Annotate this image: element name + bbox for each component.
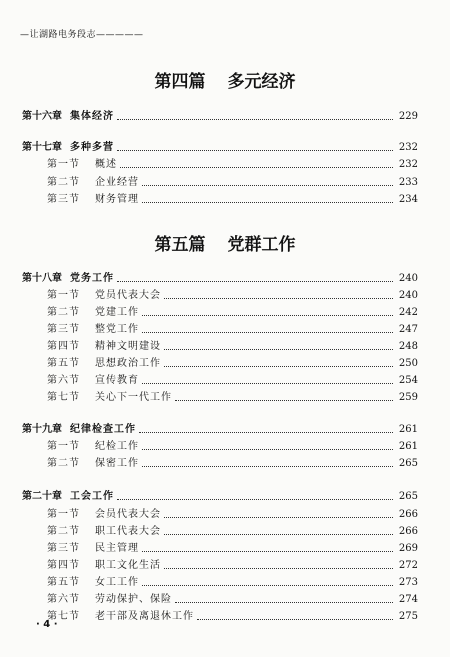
section-title: 财务管理 bbox=[95, 194, 139, 205]
part-name: 党群工作 bbox=[227, 235, 296, 255]
section-title: 企业经营 bbox=[95, 177, 139, 188]
toc-section[interactable] bbox=[47, 457, 418, 470]
section-title: 老干部及离退休工作 bbox=[95, 611, 194, 622]
chapter-number: 第十八章 bbox=[22, 273, 62, 284]
leader-dots bbox=[142, 448, 393, 450]
toc-section[interactable] bbox=[47, 559, 418, 572]
toc-section[interactable] bbox=[47, 176, 418, 189]
leader-dots bbox=[142, 184, 393, 186]
page-number: 254 bbox=[398, 375, 418, 386]
section-number: 第三节 bbox=[47, 543, 80, 554]
section-title: 精神文明建设 bbox=[95, 341, 161, 352]
leader-dots bbox=[197, 618, 393, 620]
chapter-title: 工会工作 bbox=[70, 491, 114, 502]
leader-dots bbox=[117, 498, 393, 500]
chapter-number: 第二十章 bbox=[22, 491, 62, 502]
page-number: 240 bbox=[398, 290, 418, 301]
leader-dots bbox=[164, 516, 393, 518]
running-header: —让湖路电务段志————— bbox=[20, 30, 144, 40]
section-number: 第五节 bbox=[47, 358, 80, 369]
toc-section[interactable] bbox=[47, 525, 418, 538]
leader-dots bbox=[175, 399, 393, 401]
leader-dots bbox=[164, 348, 393, 350]
section-number: 第七节 bbox=[47, 392, 80, 403]
leader-dots bbox=[164, 533, 393, 535]
section-number: 第六节 bbox=[47, 375, 80, 386]
toc-section[interactable] bbox=[47, 340, 418, 353]
toc-section[interactable] bbox=[47, 576, 418, 589]
section-title: 职工代表大会 bbox=[95, 526, 161, 537]
toc-section[interactable] bbox=[47, 289, 418, 302]
section-number: 第一节 bbox=[47, 509, 80, 520]
section-title: 职工文化生活 bbox=[95, 560, 161, 571]
chapter-title: 党务工作 bbox=[70, 273, 114, 284]
toc-section[interactable] bbox=[47, 593, 418, 606]
page-number: 266 bbox=[398, 526, 418, 537]
toc-section[interactable] bbox=[47, 440, 418, 453]
section-number: 第三节 bbox=[47, 324, 80, 335]
section-number: 第四节 bbox=[47, 560, 80, 571]
toc-section[interactable] bbox=[47, 193, 418, 206]
section-number: 第一节 bbox=[47, 441, 80, 452]
page-number: 261 bbox=[398, 424, 418, 435]
section-title: 党建工作 bbox=[95, 307, 139, 318]
chapter-number: 第十七章 bbox=[22, 142, 62, 153]
leader-dots bbox=[142, 550, 393, 552]
section-number: 第五节 bbox=[47, 577, 80, 588]
section-title: 整党工作 bbox=[95, 324, 139, 335]
section-number: 第二节 bbox=[47, 177, 80, 188]
section-number: 第六节 bbox=[47, 594, 80, 605]
section-number: 第七节 bbox=[47, 611, 80, 622]
part-number: 第五篇 bbox=[154, 235, 206, 255]
leader-dots bbox=[142, 382, 393, 384]
section-title: 劳动保护、保险 bbox=[95, 594, 172, 605]
toc-chapter-17[interactable] bbox=[22, 141, 418, 154]
page-number: 269 bbox=[398, 543, 418, 554]
section-number: 第一节 bbox=[47, 290, 80, 301]
leader-dots bbox=[142, 584, 393, 586]
section-number: 第二节 bbox=[47, 307, 80, 318]
chapter-number: 第十六章 bbox=[22, 111, 62, 122]
leader-dots bbox=[164, 365, 393, 367]
toc-section[interactable] bbox=[47, 357, 418, 370]
leader-dots bbox=[117, 280, 393, 282]
section-title: 会员代表大会 bbox=[95, 509, 161, 520]
page-number: 232 bbox=[398, 142, 418, 153]
toc-section[interactable] bbox=[47, 610, 418, 623]
leader-dots bbox=[117, 149, 393, 151]
chapter-number: 第十九章 bbox=[22, 424, 62, 435]
page-number: 240 bbox=[398, 273, 418, 284]
toc-section[interactable] bbox=[47, 306, 418, 319]
page-number: 261 bbox=[398, 441, 418, 452]
toc-section[interactable] bbox=[47, 158, 418, 171]
page-number: 232 bbox=[398, 159, 418, 170]
chapter-title: 集体经济 bbox=[70, 111, 114, 122]
page-number: 234 bbox=[398, 194, 418, 205]
page-number: 273 bbox=[398, 577, 418, 588]
page-number: 242 bbox=[398, 307, 418, 318]
section-title: 党员代表大会 bbox=[95, 290, 161, 301]
toc-chapter-20[interactable] bbox=[22, 490, 418, 503]
toc-section[interactable] bbox=[47, 374, 418, 387]
page-number: 233 bbox=[398, 177, 418, 188]
leader-dots bbox=[117, 118, 393, 120]
page-number: 247 bbox=[398, 324, 418, 335]
leader-dots bbox=[142, 331, 393, 333]
section-title: 概述 bbox=[95, 159, 117, 170]
part-title bbox=[0, 67, 450, 92]
leader-dots bbox=[142, 314, 393, 316]
part-title bbox=[0, 230, 450, 255]
page-folio: · 4 · bbox=[36, 619, 58, 630]
leader-dots bbox=[175, 601, 393, 603]
section-number: 第三节 bbox=[47, 194, 80, 205]
toc-section[interactable] bbox=[47, 542, 418, 555]
page-number: 229 bbox=[398, 111, 418, 122]
page-number: 275 bbox=[398, 611, 418, 622]
section-number: 第二节 bbox=[47, 458, 80, 469]
section-number: 第四节 bbox=[47, 341, 80, 352]
page-number: 266 bbox=[398, 509, 418, 520]
page-number: 274 bbox=[398, 594, 418, 605]
page-number: 250 bbox=[398, 358, 418, 369]
section-title: 女工工作 bbox=[95, 577, 139, 588]
toc-section[interactable] bbox=[47, 323, 418, 336]
toc-section[interactable] bbox=[47, 391, 418, 404]
leader-dots bbox=[120, 166, 393, 168]
part-number: 第四篇 bbox=[154, 72, 206, 92]
page-number: 265 bbox=[398, 458, 418, 469]
leader-dots bbox=[142, 465, 393, 467]
section-number: 第二节 bbox=[47, 526, 80, 537]
part-name: 多元经济 bbox=[227, 72, 296, 92]
toc-chapter-18[interactable] bbox=[22, 272, 418, 285]
section-title: 宣传教育 bbox=[95, 375, 139, 386]
leader-dots bbox=[164, 567, 393, 569]
section-title: 关心下一代工作 bbox=[95, 392, 172, 403]
page-number: 272 bbox=[398, 560, 418, 571]
chapter-title: 纪律检查工作 bbox=[70, 424, 136, 435]
leader-dots bbox=[164, 297, 393, 299]
page-number: 265 bbox=[398, 491, 418, 502]
section-title: 保密工作 bbox=[95, 458, 139, 469]
section-title: 思想政治工作 bbox=[95, 358, 161, 369]
page-number: 259 bbox=[398, 392, 418, 403]
page-number: 248 bbox=[398, 341, 418, 352]
toc-section[interactable] bbox=[47, 508, 418, 521]
toc-chapter-16[interactable] bbox=[22, 110, 418, 123]
leader-dots bbox=[139, 431, 393, 433]
toc-chapter-19[interactable] bbox=[22, 423, 418, 436]
chapter-title: 多种多营 bbox=[70, 142, 114, 153]
section-title: 纪检工作 bbox=[95, 441, 139, 452]
section-number: 第一节 bbox=[47, 159, 80, 170]
leader-dots bbox=[142, 201, 393, 203]
section-title: 民主管理 bbox=[95, 543, 139, 554]
